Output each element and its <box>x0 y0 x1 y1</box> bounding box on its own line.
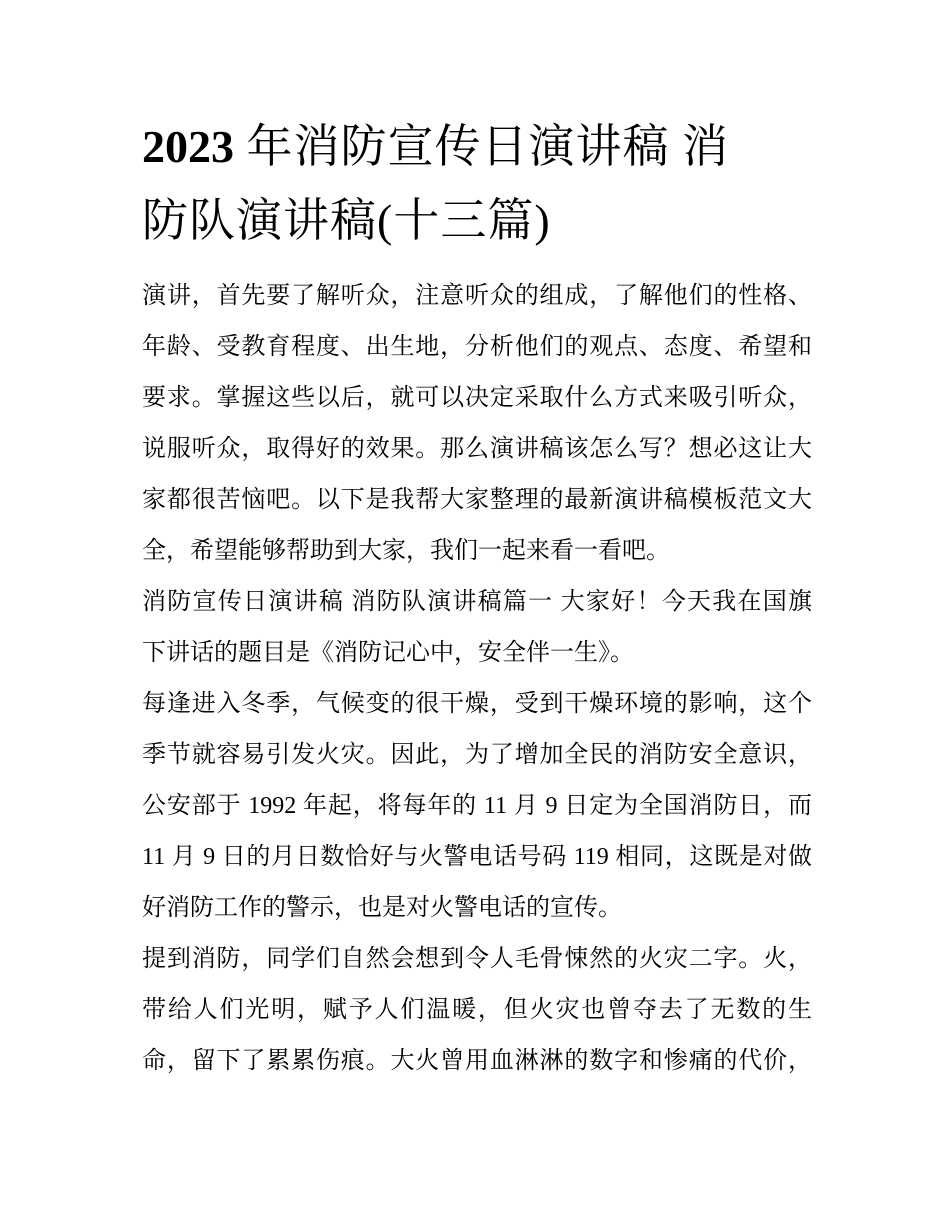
body-line: 年龄、受教育程度、出生地，分析他们的观点、态度、希望和 <box>142 334 812 360</box>
body-line: 命，留下了累累伤痕。大火曾用血淋淋的数字和惨痛的代价， <box>142 1048 812 1074</box>
title-line-1 <box>142 110 818 184</box>
body-line: 每逢进入冬季，气候变的很干燥，受到干燥环境的影响，这个 <box>142 691 812 717</box>
body-line: 11 月 9 日的月日数恰好与火警电话号码 119 相同，这既是对做 <box>142 844 812 870</box>
body-line: 说服听众，取得好的效果。那么演讲稿该怎么写？想必这让大 <box>142 436 812 462</box>
document-title <box>142 110 818 258</box>
body-line: 提到消防，同学们自然会想到令人毛骨悚然的火灾二字。火， <box>142 946 812 972</box>
body-line-paragraph-end: 好消防工作的警示，也是对火警电话的宣传。 <box>142 895 622 921</box>
body-line-paragraph-end: 下讲话的题目是《消防记心中，安全伴一生》。 <box>142 640 634 666</box>
title-line-1-text: 年消防宣传日演讲稿 消 <box>234 121 729 172</box>
document-body <box>142 271 812 1087</box>
body-line: 公安部于 1992 年起，将每年的 11 月 9 日定为全国消防日，而 <box>142 793 812 819</box>
title-year: 2023 <box>142 121 234 172</box>
body-line: 要求。掌握这些以后，就可以决定采取什么方式来吸引听众， <box>142 385 812 411</box>
body-line: 带给人们光明，赋予人们温暖，但火灾也曾夺去了无数的生 <box>142 997 812 1023</box>
body-line: 家都很苦恼吧。以下是我帮大家整理的最新演讲稿模板范文大 <box>142 487 812 513</box>
body-line: 季节就容易引发火灾。因此，为了增加全民的消防安全意识， <box>142 742 812 768</box>
body-line-paragraph-end: 全，希望能够帮助到大家，我们一起来看一看吧。 <box>142 538 670 564</box>
body-line: 演讲，首先要了解听众，注意听众的组成，了解他们的性格、 <box>142 283 812 309</box>
title-line-2: 防队演讲稿(十三篇) <box>142 195 551 246</box>
body-line: 消防宣传日演讲稿 消防队演讲稿篇一 大家好！今天我在国旗 <box>142 589 812 615</box>
